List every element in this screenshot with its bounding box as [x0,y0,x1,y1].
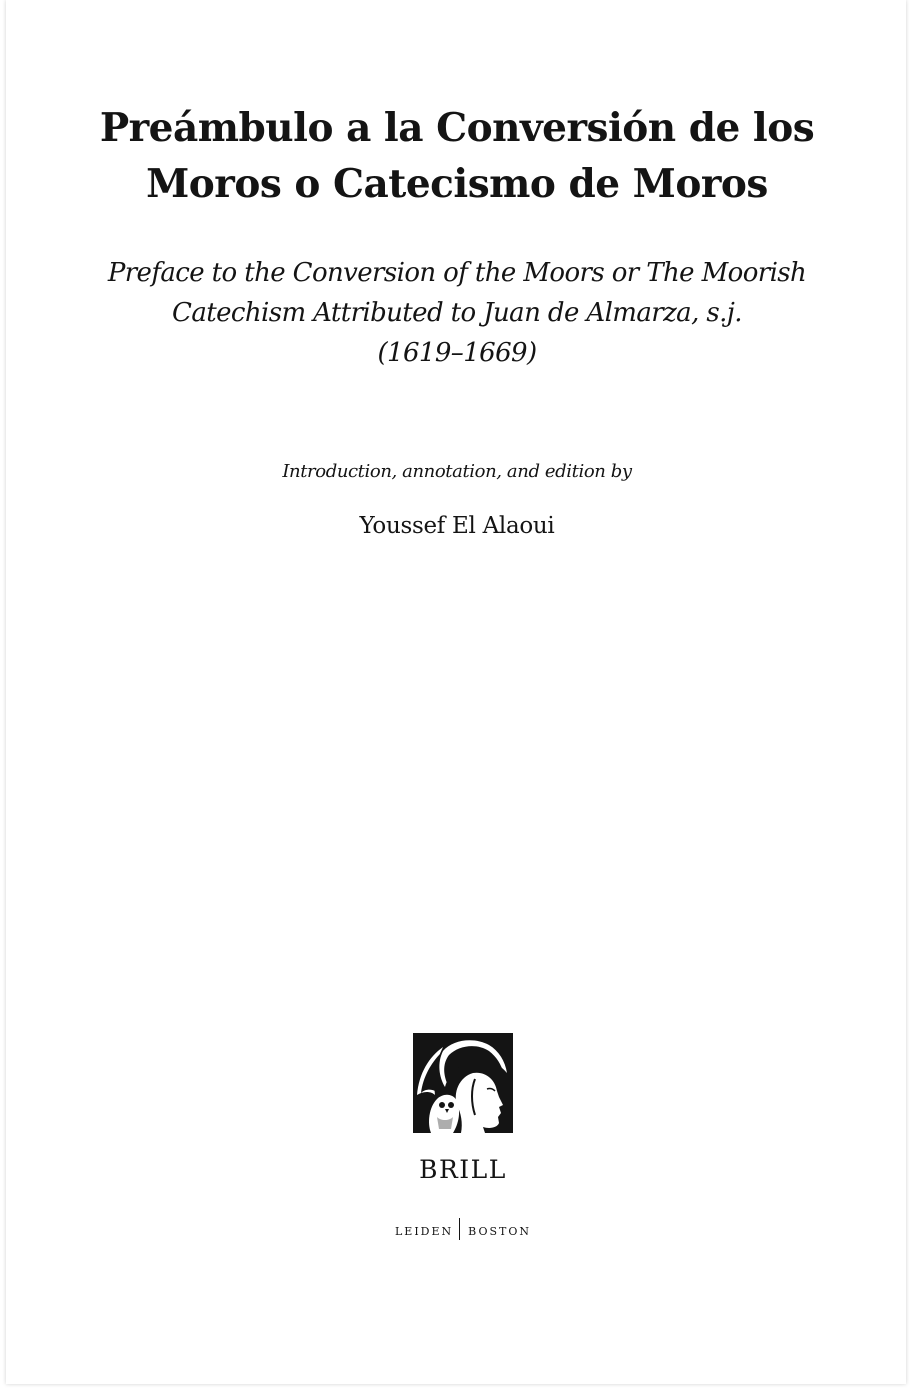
location-leiden: leiden [395,1221,454,1239]
book-subtitle-line-2: Catechism Attributed to Juan de Almarza, s.j. [172,298,742,328]
editor-credit: Introduction, annotation, and edition by [282,461,632,482]
book-title-line-2: Moros o Catecismo de Moros [146,161,768,207]
author-name: Youssef El Alaoui [359,513,555,539]
book-subtitle [0,253,914,373]
location-boston: boston [468,1221,531,1239]
book-subtitle-line-1: Preface to the Conversion of the Moors or The Moorish [107,258,807,288]
athena-owl-logo-icon [413,1033,513,1133]
location-divider [459,1218,460,1240]
book-subtitle-line-3: (1619–1669) [377,338,537,368]
book-title [0,100,914,212]
book-title-line-1: Preámbulo a la Conversión de los [99,105,815,151]
publisher-name: BRILL [419,1155,507,1184]
publisher-locations [0,1218,914,1242]
